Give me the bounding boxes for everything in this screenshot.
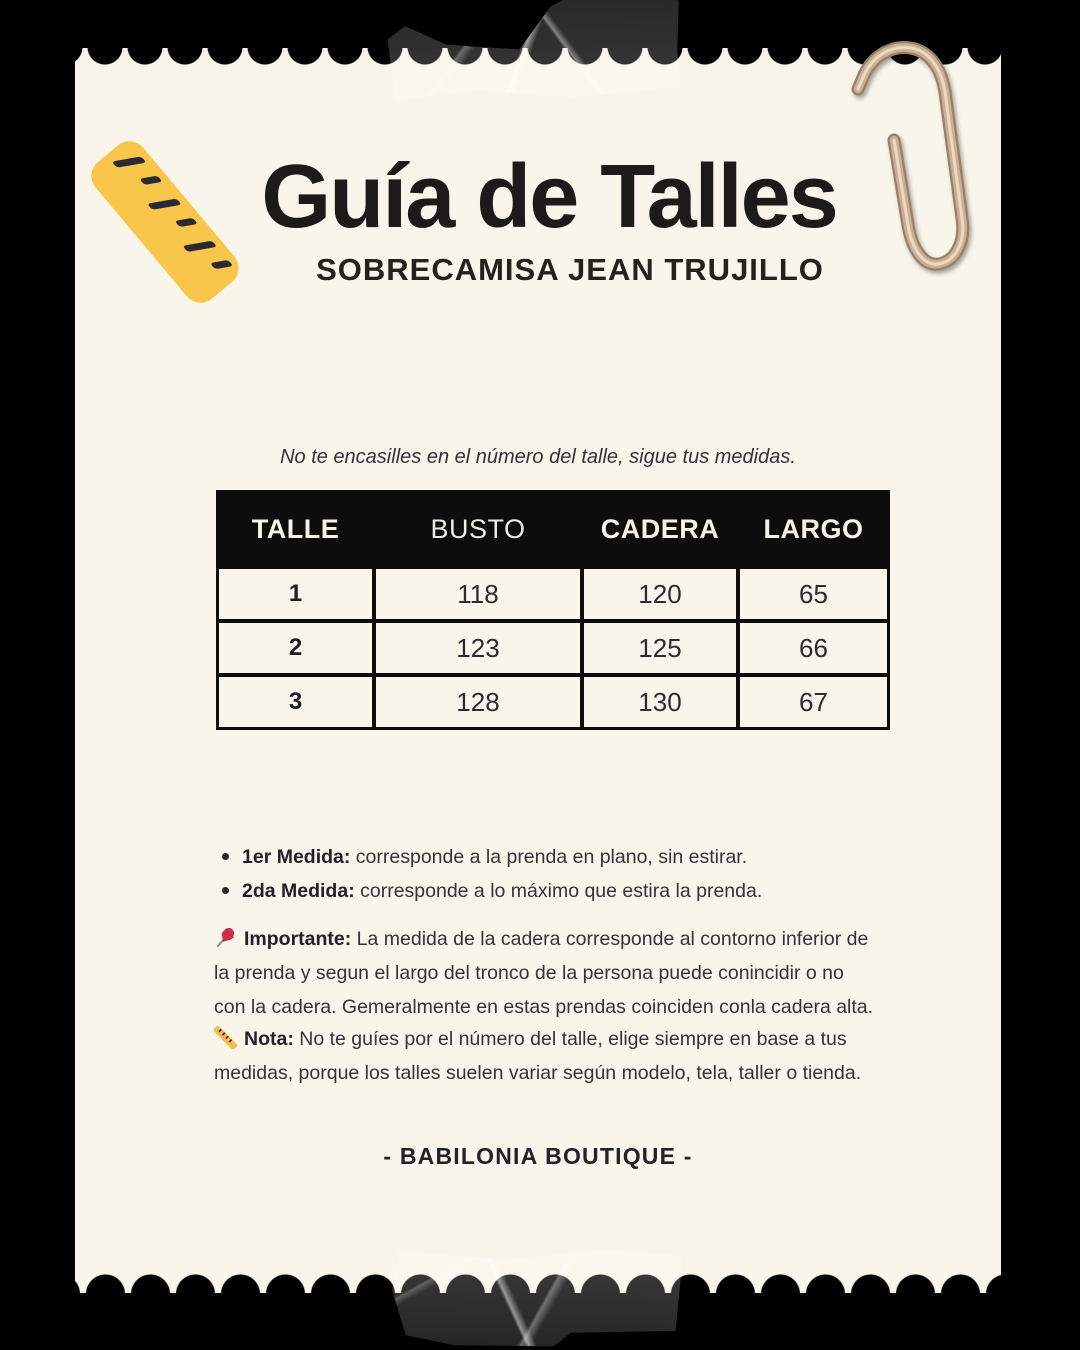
brand-footer: - BABILONIA BOUTIQUE -	[383, 1143, 693, 1169]
column-header-largo: LARGO	[740, 493, 887, 565]
important-label: Importante:	[244, 928, 352, 950]
list-item	[222, 878, 762, 904]
important-note	[214, 922, 878, 1024]
table-cell: 123	[376, 623, 580, 673]
table-cell: 1	[219, 569, 372, 619]
intro-line: No te encasilles en el número del talle, sigue tus medidas.	[280, 446, 796, 468]
nota-note	[214, 1022, 906, 1090]
size-table	[216, 490, 890, 730]
list-item-text: 2da Medida: corresponde a lo máximo que estira la prenda.	[242, 880, 763, 902]
nota-label: Nota:	[244, 1028, 294, 1050]
measure-notes-list	[222, 844, 762, 912]
page-subtitle: SOBRECAMISA JEAN TRUJILLO	[316, 252, 824, 287]
nota-text: No te guíes por el número del talle, elige siempre en base a tus medidas, porque los talles suelen variar según modelo, tela, taller o tienda.	[214, 1028, 862, 1084]
table-cell: 65	[740, 569, 887, 619]
table-cell: 118	[376, 569, 580, 619]
tape-bottom	[391, 1245, 683, 1350]
bullet-dot	[222, 887, 229, 894]
table-cell: 67	[740, 677, 887, 727]
list-item	[222, 844, 762, 870]
list-item-text: 1er Medida: corresponde a la prenda en plano, sin estirar.	[242, 846, 748, 868]
column-header-busto: BUSTO	[376, 493, 580, 565]
bullet-dot	[222, 853, 229, 860]
table-cell: 125	[584, 623, 736, 673]
column-header-cadera: CADERA	[584, 493, 736, 565]
ruler-icon	[214, 1026, 237, 1049]
table-cell: 130	[584, 677, 736, 727]
paperclip	[828, 18, 1006, 276]
table-cell: 128	[376, 677, 580, 727]
table-cell: 120	[584, 569, 736, 619]
table-cell: 2	[219, 623, 372, 673]
page-title: Guía de Talles	[261, 147, 837, 247]
table-cell: 3	[219, 677, 372, 727]
important-text: La medida de la cadera corresponde al contorno inferior de la prenda y segun el largo del tronco de la persona puede conincidir o no con la cadera. Gemeralmente en estas prendas coinciden conla cadera alta.	[214, 928, 874, 1018]
table-cell: 66	[740, 623, 887, 673]
pushpin-icon	[214, 926, 237, 949]
column-header-talle: TALLE	[219, 493, 372, 565]
